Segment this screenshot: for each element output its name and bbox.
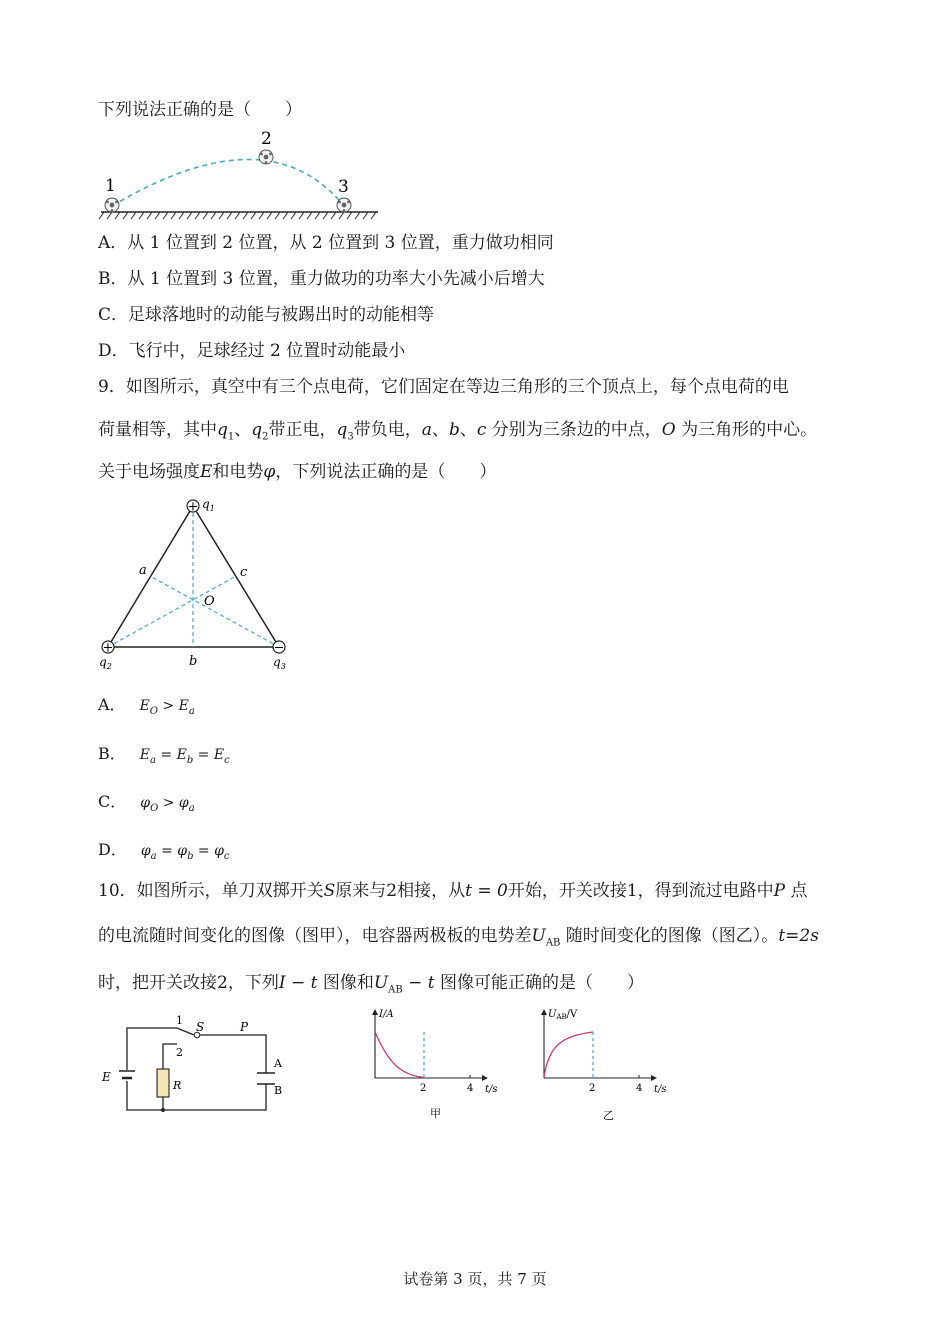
caption-yi: 乙 [603, 1109, 614, 1122]
battery-icon [119, 1071, 135, 1078]
tick-label-2: 2 [589, 1083, 596, 1094]
graph-yi [535, 1006, 675, 1126]
q8-stem-tail: 下列说法正确的是（ ） [98, 100, 302, 120]
label-e: E [102, 1070, 111, 1084]
svg-text:−: − [273, 640, 285, 656]
tick-label-4: 4 [467, 1083, 474, 1094]
label-a: a [139, 563, 147, 578]
label-plate-a: A [274, 1057, 282, 1070]
graph-jia [366, 1006, 506, 1126]
label-q3: $q_3$ [273, 655, 286, 671]
x-axis-arrow-icon [482, 1075, 488, 1081]
y-axis-arrow-icon [541, 1009, 547, 1015]
charge-q1-plus-icon [187, 500, 199, 515]
q8-option-b: B．从 1 位置到 3 位置，重力做功的功率大小先减小后增大 [98, 269, 545, 289]
label-c: c [240, 565, 248, 580]
x-axis-arrow-icon [651, 1075, 657, 1081]
capacitor-icon [257, 1073, 275, 1084]
y-axis-label: I/A [379, 1009, 394, 1020]
label-contact-2: 2 [176, 1046, 183, 1059]
svg-text:+: + [102, 640, 114, 656]
circuit-wires [127, 1028, 266, 1110]
q9-stem-line3: 关于电场强度E和电势φ，下列说法正确的是（ ） [98, 462, 497, 482]
current-curve [375, 1032, 424, 1078]
q10-stem-line3: 时，把开关改接2，下列I − t 图像和$U_{AB} - t$ 图像可能正确的是（ ） [98, 973, 645, 996]
label-b: b [189, 654, 198, 669]
svg-text:+: + [187, 499, 199, 515]
q8-option-d: D．飞行中，足球经过 2 位置时动能最小 [98, 341, 406, 361]
position-label-2: 2 [261, 129, 272, 149]
caption-jia: 甲 [430, 1107, 441, 1120]
q10-stem-line1: 10．如图所示，单刀双掷开关S原来与2相接，从t = 0开始，开关改接1，得到流过电路中P 点 [98, 881, 808, 901]
junction-dot [161, 1108, 165, 1112]
resistor-icon [157, 1069, 169, 1097]
position-label-3: 3 [338, 177, 349, 197]
y-axis-arrow-icon [372, 1009, 378, 1015]
q9-option-c: C． $\varphi_O > \varphi_a$ [98, 792, 195, 814]
q10-stem-line2: 的电流随时间变化的图像（图甲），电容器两极板的电势差$U_{AB}$ 随时间变化的图像（图乙）。t=2s [98, 926, 819, 949]
q8-option-a: A．从 1 位置到 2 位置，从 2 位置到 3 位置，重力做功相同 [98, 233, 554, 253]
q9-stem-line2: 荷量相等，其中$q_1$、$q_2$带正电，$q_3$带负电，a、b、c 分别为三条边的中点，O 为三角形的中心。 [98, 420, 818, 443]
trajectory-curve [112, 160, 344, 207]
voltage-curve [544, 1032, 593, 1077]
label-r: R [173, 1079, 182, 1092]
label-s: S [196, 1020, 205, 1034]
label-plate-b: B [274, 1084, 283, 1097]
x-axis-label: t/s [654, 1084, 667, 1095]
q9-option-b: B． $E_a = E_b = E_c$ [98, 744, 230, 766]
x-axis-label: t/s [485, 1084, 498, 1095]
charge-q2-plus-icon [102, 641, 114, 656]
label-q1: $q_1$ [202, 497, 215, 513]
label-contact-1: 1 [176, 1014, 183, 1027]
q9-stem-line1: 9．如图所示，真空中有三个点电荷，它们固定在等边三角形的三个顶点上，每个点电荷的电 [98, 377, 789, 397]
label-center-o: O [204, 594, 215, 609]
ground-hatching [99, 212, 376, 219]
tick-label-4: 4 [636, 1083, 643, 1094]
q8-option-c: C．足球落地时的动能与被踢出时的动能相等 [98, 305, 435, 325]
label-p: P [240, 1020, 249, 1034]
position-label-1: 1 [105, 176, 116, 196]
q9-option-d: D． $\varphi_a = \varphi_b = \varphi_c$ [98, 840, 230, 862]
q9-triangle-figure [96, 494, 296, 676]
median-lines [108, 506, 279, 647]
ball-2-icon [259, 150, 273, 164]
page-footer: 试卷第 3 页，共 7 页 [403, 1270, 547, 1288]
ball-3-icon [337, 198, 351, 212]
q8-trajectory-figure [98, 128, 383, 223]
q9-option-a: A． $E_O > E_a$ [98, 695, 195, 717]
q10-circuit-figure [96, 1010, 306, 1120]
tick-label-2: 2 [420, 1083, 427, 1094]
label-q2: $q_2$ [99, 655, 112, 671]
y-axis-label: $U_{AB}/V$ [548, 1009, 578, 1021]
charge-q3-minus-icon [273, 641, 285, 656]
ball-1-icon [105, 198, 119, 212]
